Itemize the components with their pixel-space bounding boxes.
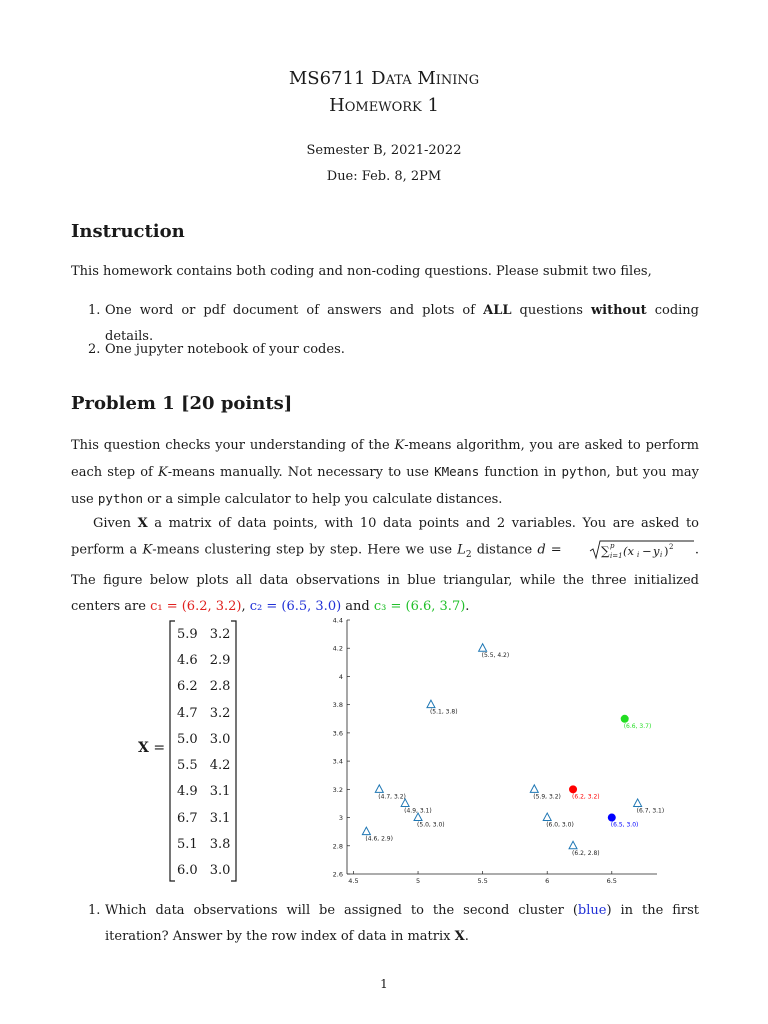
math-k: K xyxy=(394,438,405,453)
text-run: . xyxy=(465,599,470,615)
svg-text:i: i xyxy=(659,550,663,559)
matrix-cell: 4.9 xyxy=(177,784,198,800)
y-tick-label: 3.6 xyxy=(332,729,343,738)
svg-text:p: p xyxy=(609,541,615,550)
question-number: 1. xyxy=(88,903,101,918)
cluster-color-word: blue xyxy=(577,903,607,918)
sqrt-formula xyxy=(567,537,695,563)
data-point-triangle xyxy=(530,785,538,793)
y-tick-label: 4.4 xyxy=(332,616,343,625)
page-number: 1 xyxy=(380,977,388,991)
point-label: (4.7, 3.2) xyxy=(378,793,406,801)
point-label: (5.9, 3.2) xyxy=(533,793,561,801)
text-run: , but you may use xyxy=(71,465,699,507)
svg-text:i: i xyxy=(636,550,640,559)
item-number: 2. xyxy=(88,342,101,357)
matrix-cell: 4.2 xyxy=(209,758,231,774)
point-label: (6.6, 3.7) xyxy=(623,722,652,730)
data-point-triangle xyxy=(427,700,435,708)
matrix-cell: 6.0 xyxy=(177,863,198,879)
svg-text:): ) xyxy=(663,543,669,558)
matrix-cell: 5.9 xyxy=(177,626,198,642)
matrix-row xyxy=(171,700,236,726)
matrix-cell: 3.2 xyxy=(209,705,231,721)
data-point-triangle xyxy=(569,841,577,849)
math-k: K xyxy=(142,542,153,558)
y-tick-label: 3 xyxy=(338,814,343,823)
item-text: One jupyter notebook of your codes. xyxy=(105,342,345,357)
y-tick-label: 3.8 xyxy=(332,701,343,710)
text-run: . The figure below plots all data observations in blue triangular, while the three initialized centers are xyxy=(71,542,699,615)
data-point-triangle xyxy=(634,799,642,807)
matrix-cell: 3.8 xyxy=(209,837,231,853)
problem1-heading: Problem 1 [20 points] xyxy=(71,393,293,414)
math-x-bold: X xyxy=(137,516,148,531)
y-tick-label: 2.8 xyxy=(332,842,343,851)
svg-text:(x: (x xyxy=(622,543,634,558)
y-tick-label: 3.4 xyxy=(332,757,343,766)
svg-text:y: y xyxy=(652,543,660,558)
doc-title-line2: Homework 1 xyxy=(329,95,439,116)
matrix-x xyxy=(166,620,240,882)
cluster-center-point xyxy=(608,814,616,822)
instruction-heading: Instruction xyxy=(71,221,185,242)
point-label: (6.2, 2.8) xyxy=(572,849,600,857)
math-x-bold: X xyxy=(454,929,465,944)
point-label: (5.5, 4.2) xyxy=(481,652,510,660)
x-tick-label: 6 xyxy=(545,877,550,885)
emphasis-all: ALL xyxy=(483,303,512,318)
svg-text:i=1: i=1 xyxy=(609,551,623,560)
item-text-part: questions xyxy=(511,303,591,318)
point-label: (4.9, 3.1) xyxy=(404,807,432,815)
matrix-cell: 3.2 xyxy=(209,626,231,642)
matrix-cell: 5.0 xyxy=(177,731,198,747)
matrix-row xyxy=(171,647,236,673)
point-label: (6.5, 3.0) xyxy=(610,821,639,829)
scatter-plot xyxy=(320,612,670,892)
y-tick-label: 4 xyxy=(338,672,343,681)
semester-text: Semester B, 2021-2022 xyxy=(306,143,462,158)
matrix-row xyxy=(171,805,236,831)
text-run: ) in the first iteration? Answer by the row index of data in matrix xyxy=(105,903,699,944)
matrix-cell: 6.7 xyxy=(177,810,198,826)
text-run: a matrix of data points, with 10 data points and 2 variables. You are asked to perform a xyxy=(71,516,699,558)
text-run: function in xyxy=(479,465,562,480)
code-python: python xyxy=(97,491,144,506)
point-label: (6.7, 3.1) xyxy=(636,807,665,815)
point-label: (6.0, 3.0) xyxy=(546,821,574,829)
matrix-cell: 3.0 xyxy=(209,863,231,879)
text-run: . xyxy=(464,929,469,944)
text-run: This question checks your understanding of the xyxy=(71,438,395,453)
center-c2: c₂ = (6.5, 3.0) xyxy=(249,599,342,615)
matrix-row xyxy=(171,779,236,805)
matrix-table xyxy=(171,621,236,884)
svg-text:−: − xyxy=(641,543,652,558)
text-run: -means algorithm, you are asked to perform each step of xyxy=(71,438,699,480)
text-run: Given xyxy=(93,516,138,531)
text-run: Which data observations will be assigned to the second cluster ( xyxy=(105,903,578,918)
cluster-center-point xyxy=(621,715,629,723)
point-label: (5.0, 3.0) xyxy=(417,821,445,829)
cluster-center-point xyxy=(569,785,577,793)
code-python: python xyxy=(561,464,607,479)
problem1-paragraph-2 xyxy=(71,511,699,620)
data-point-triangle xyxy=(543,813,551,821)
math-k: K xyxy=(157,465,168,480)
matrix-cell: 3.0 xyxy=(209,731,231,747)
matrix-row xyxy=(171,726,236,752)
matrix-label: X = xyxy=(138,740,166,756)
text-run: and xyxy=(341,599,374,615)
problem1-paragraph-1 xyxy=(71,433,699,513)
data-point-triangle xyxy=(362,827,370,835)
text-run: -means clustering step by step. Here we use xyxy=(152,542,458,558)
x-tick-label: 6.5 xyxy=(606,877,617,885)
text-run: or a simple calculator to help you calculate distances. xyxy=(143,492,503,507)
x-tick-label: 5 xyxy=(415,877,421,885)
matrix-cell: 2.9 xyxy=(209,652,231,668)
matrix-cell: 4.6 xyxy=(177,652,198,668)
x-tick-label: 5.5 xyxy=(477,877,488,885)
item-text-part: One word or pdf document of answers and plots of xyxy=(105,303,484,318)
x-tick-label: 4.5 xyxy=(348,877,359,885)
text-run: -means manually. Not necessary to use xyxy=(167,465,435,480)
text-run: distance xyxy=(471,542,538,558)
math-l: L xyxy=(457,542,466,558)
text-run: , xyxy=(241,599,250,615)
y-tick-label: 4.2 xyxy=(332,644,343,653)
center-c1: c₁ = (6.2, 3.2) xyxy=(150,599,242,615)
sqrt-sum-formula-graphic xyxy=(589,540,695,560)
matrix-cell: 4.7 xyxy=(177,705,198,721)
point-label: (6.2, 3.2) xyxy=(572,793,600,801)
svg-text:∑: ∑ xyxy=(600,543,610,558)
matrix-cell: 2.8 xyxy=(209,679,231,695)
item-text-part: coding details. xyxy=(105,303,699,344)
code-kmeans: KMeans xyxy=(434,464,480,479)
point-label: (5.1, 3.8) xyxy=(429,708,458,716)
matrix-row xyxy=(171,674,236,700)
y-tick-label: 2.6 xyxy=(332,870,343,879)
matrix-row xyxy=(171,831,236,857)
due-date-text: Due: Feb. 8, 2PM xyxy=(326,169,442,184)
center-c3: c₃ = (6.6, 3.7) xyxy=(373,599,466,615)
doc-title-line1: MS6711 Data Mining xyxy=(288,68,480,89)
matrix-row xyxy=(171,858,236,884)
matrix-cell: 5.5 xyxy=(177,758,198,774)
matrix-cell: 5.1 xyxy=(177,837,198,853)
math-distance-lhs: d = xyxy=(537,542,567,558)
svg-text:2: 2 xyxy=(668,542,674,551)
point-label: (4.6, 2.9) xyxy=(365,835,393,843)
emphasis-without: without xyxy=(590,303,647,318)
data-point-triangle xyxy=(375,785,383,793)
y-tick-label: 3.2 xyxy=(332,785,343,794)
matrix-cell: 3.1 xyxy=(209,810,231,826)
matrix-row xyxy=(171,752,236,778)
matrix-cell: 3.1 xyxy=(209,784,231,800)
instruction-intro: This homework contains both coding and non-coding questions. Please submit two files, xyxy=(71,264,652,279)
question-text xyxy=(105,898,699,950)
item-number: 1. xyxy=(88,303,101,318)
data-point-triangle xyxy=(479,644,487,652)
matrix-row xyxy=(171,621,236,647)
math-l-subscript: 2 xyxy=(465,550,472,561)
matrix-cell: 6.2 xyxy=(177,679,198,695)
